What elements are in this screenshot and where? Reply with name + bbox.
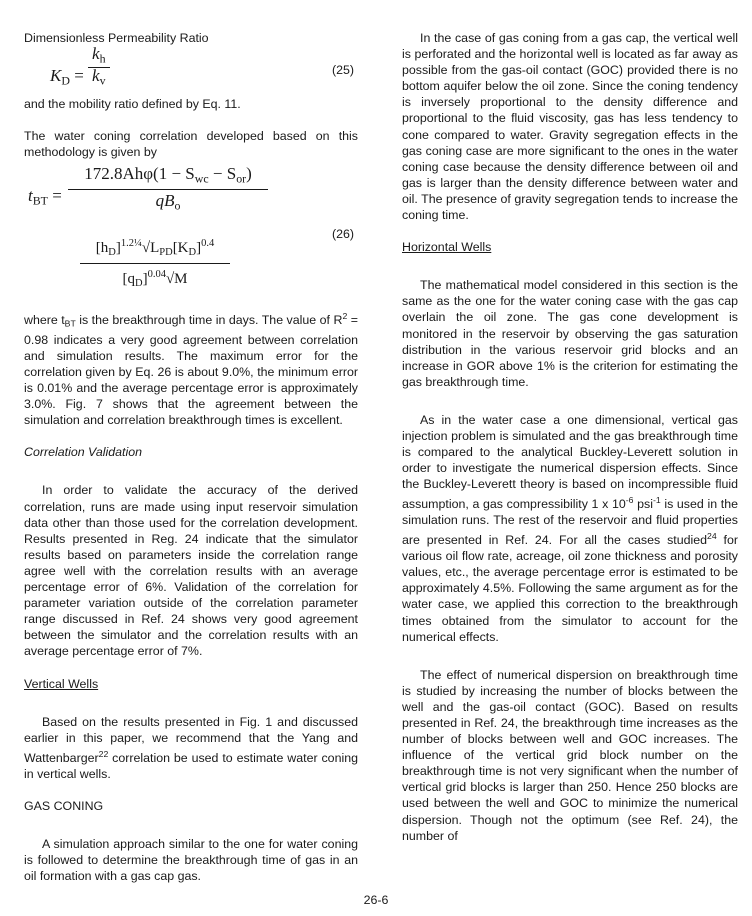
paragraph: Based on the results presented in Fig. 1 and discussed earlier in this paper, we recommend that the Yang and Wattenbarger$^{22}$ correlation be used to estimate water coning in vertical wells.: [24, 714, 358, 781]
paragraph: The mathematical model considered in this section is the same as the one for the water coning case with the gas cap overlain the oil zone. The gas cone development is monitored in the reservoir by observing the gas saturation distribution in the various reservoir grid blocks and an increase in GOR above 1% is the criterion for estimating the gas breakthrough time.: [402, 278, 738, 389]
section-heading: Horizontal Wells: [402, 240, 492, 255]
paragraph: A simulation approach similar to the one for water coning is followed to determine the breakthrough time of gas in an oil formation with a gas cap gas.: [24, 836, 358, 884]
paragraph: As in the water case a one dimensional, vertical gas injection problem is simulated and the gas breakthrough time is compared to the analytical Buckley-Leverett solution in order to investigate the numerical dispersion effects. Since the Buckley-Leverett theory is based on incompressible fluid assumption, a gas compressibility 1 x $10^{-6}$ psi$^{-1}$ is used in the simulation runs. The rest of the reservoir and fluid properties are presented in Ref. 24. For all the cases studied$^{24}$ for various oil flow rate, acreage, oil zone thickness and porosity values, etc., the average percentage error is estimated to be approximately 4.5%. Following the same argument as for the water case, we applied this correction to the breakthrough times obtained from the simulator to account for the numerical effects.: [402, 412, 739, 644]
paragraph: and the mobility ratio defined by Eq. 11.: [24, 97, 241, 112]
paragraph: where $t_{BT}$ is the breakthrough time in days. The value of $R^2 = 0.98$ indicates a very good agreement between correlation and simulation results. The maximum error for the correlation given by Eq. 26 is about 9.0%, the minimum error is 0.01% and the average percentage error is approximately 3.0%. Fig. 7 shows that the agreement between the simulation and correlation breakthrough times is excellent.: [24, 311, 358, 428]
paragraph: The water coning correlation developed based on this methodology is given by: [24, 129, 358, 160]
paragraph: In order to validate the accuracy of the derived correlation, runs are made using input reservoir simulation data other than those used for the correlation development. Results presented in Reg. 24 indicate that the simulator results based on parameters inside the correlation range agree well with the correlation results with an average percentage error of 6%. Validation of the correlation for parameter variation outside of the correlation parameter range discussed in Ref. 24 shows very good agreement between the simulator and the correlation results with an average percentage error of 7%.: [24, 483, 358, 659]
subsection-label: Dimensionless Permeability Ratio: [24, 31, 209, 45]
equation-number: (25): [331, 63, 354, 78]
page-number: 26-6: [363, 893, 389, 907]
section-heading: Correlation Validation: [24, 445, 143, 460]
paragraph: The effect of numerical dispersion on breakthrough time is studied by increasing the number of blocks between the well and the gas-oil contact (GOC). Based on results presented in Ref. 24, the breakthrough time increases as the number of blocks between well and GOC increases. The influence of the vertical grid block number on the breakthrough time is not very significant when the number of vertical grid blocks is larger than 250. Hence 250 blocks are used between the well and GOC to minimize the numerical dispersion. Though not the optimum (see Ref. 24), the number of: [402, 667, 738, 843]
equation-number: (26): [331, 227, 354, 242]
section-heading: Vertical Wells: [24, 676, 99, 691]
right-column: [402, 30, 738, 844]
section-heading: GAS CONING: [24, 798, 104, 813]
equation-25: $K_D$ = $\frac{k_h}{k_v}$ (25): [50, 44, 354, 88]
left-column: [24, 30, 358, 884]
equation-26: $t_{BT}$ = $172.8Ah\varphi(1 - S_{wc} - S_{or})$ $qB_o$ $[h_D]^{1.2\frac{1}{4}}√L_{PD}[K_D]^{0.4}$ $[q_D]^{0.04}√M$ (26): [28, 164, 354, 290]
paragraph: In the case of gas coning from a gas cap, the vertical well is perforated and the horizontal well is located as far away as possible from the gas-oil contact (GOC) provided there is no bottom aquifer below the oil zone. Since the coning tendency is inversely proportional to the density difference and proportional to the fluid viscosity, gas has less tendency to cone compared to water. Gravity segregation effects in the gas coning case are more significant to the ones in the water coning case because the density difference between oil and gas is larger than the density difference between water and oil. The presence of gravity segregation tends to increase the coning time.: [402, 31, 738, 223]
